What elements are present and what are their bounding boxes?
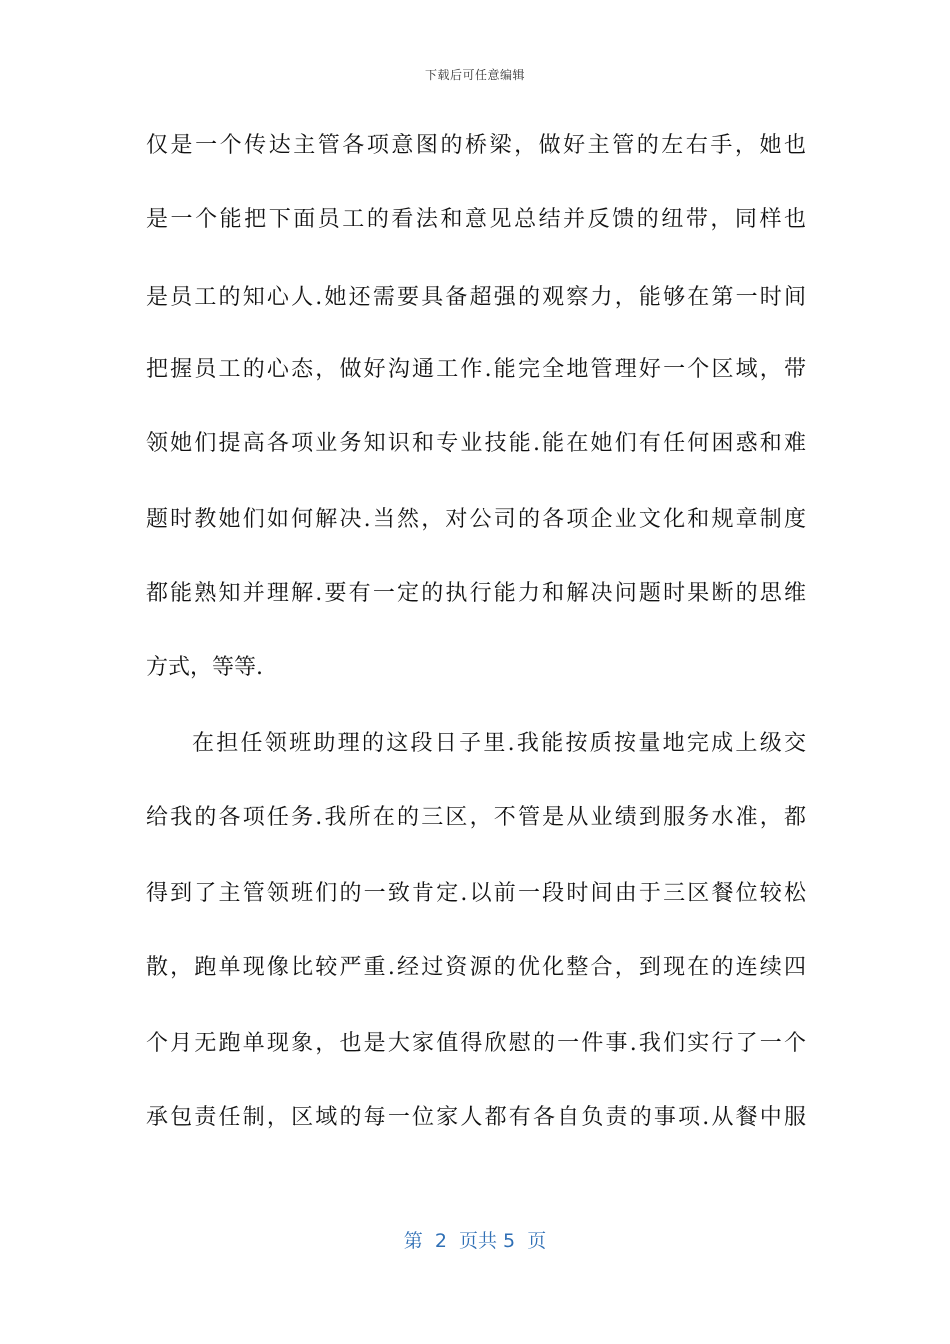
text-line: 给我的各项任务.我所在的三区，不管是从业绩到服务水准，都 bbox=[146, 805, 806, 830]
text-line: 承包责任制，区域的每一位家人都有各自负责的事项.从餐中服 bbox=[146, 1105, 806, 1130]
page-number-footer: 第 2 页共 5 页 bbox=[403, 1230, 547, 1252]
text-line: 个月无跑单现象，也是大家值得欣慰的一件事.我们实行了一个 bbox=[146, 1031, 806, 1056]
text-line: 方式，等等. bbox=[146, 655, 263, 680]
text-line: 领她们提高各项业务知识和专业技能.能在她们有任何困惑和难 bbox=[146, 431, 806, 456]
text-line: 都能熟知并理解.要有一定的执行能力和解决问题时果断的思维 bbox=[146, 581, 806, 606]
text-line: 题时教她们如何解决.当然，对公司的各项企业文化和规章制度 bbox=[146, 507, 806, 532]
text-line: 得到了主管领班们的一致肯定.以前一段时间由于三区餐位较松 bbox=[146, 881, 806, 906]
text-line: 仅是一个传达主管各项意图的桥梁，做好主管的左右手，她也 bbox=[146, 133, 806, 158]
text-line: 在担任领班助理的这段日子里.我能按质按量地完成上级交 bbox=[192, 731, 806, 756]
text-line: 把握员工的心态，做好沟通工作.能完全地管理好一个区域，带 bbox=[146, 357, 806, 382]
text-line: 是员工的知心人.她还需要具备超强的观察力，能够在第一时间 bbox=[146, 285, 806, 310]
text-line: 是一个能把下面员工的看法和意见总结并反馈的纽带，同样也 bbox=[146, 207, 806, 232]
text-line: 散，跑单现像比较严重.经过资源的优化整合，到现在的连续四 bbox=[146, 955, 806, 980]
page-header: 下载后可任意编辑 bbox=[424, 68, 525, 82]
